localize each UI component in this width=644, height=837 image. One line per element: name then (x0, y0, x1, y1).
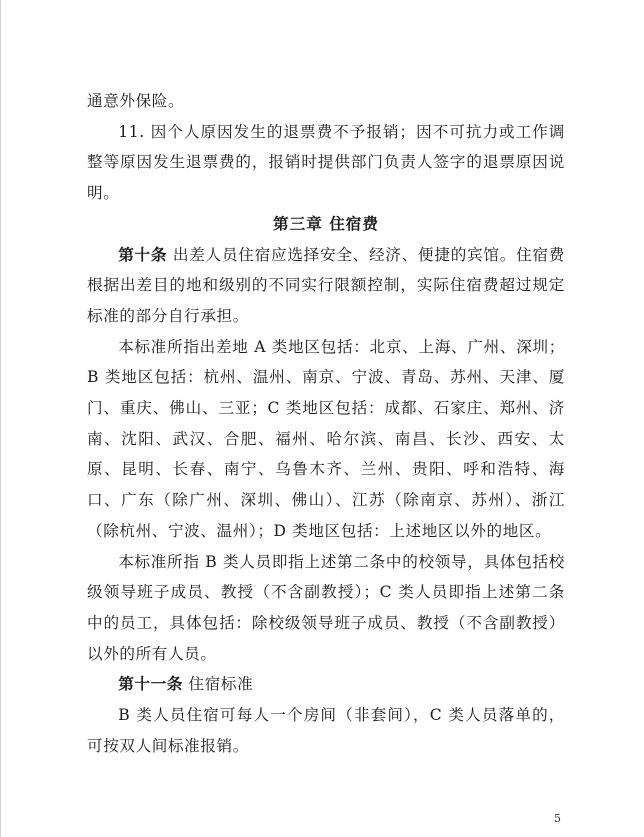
paragraph-regions: 本标准所指出差地 A 类地区包括：北京、上海、广州、深圳；B 类地区包括：杭州、温州、南京、宁波、青岛、苏州、天津、厦门、重庆、佛山、三亚；C 类地区包括：成都、石家庄、郑州、济南、沈阳、武汉、合肥、福州、哈尔滨、南昌、长沙、西安、太原、昆明、长春、南宁、乌鲁木齐、兰州、贵阳、呼和浩特、海口、广东（除广州、深圳、佛山）、江苏（除南京、苏州）、浙江（除杭州、宁波、温州）；D 类地区包括：上述地区以外的地区。 (87, 337, 565, 540)
paragraph-lodging: B 类人员住宿可每人一个房间（非套间），C 类人员落单的，可按双人间标准报销。 (87, 706, 565, 755)
article-10-text: 出差人员住宿应选择安全、经济、便捷的宾馆。住宿费根据出差目的地和级别的不同实行限额控制，实际住宿费超过规定标准的部分自行承担。 (87, 245, 565, 325)
article-11-text: 住宿标准 (182, 675, 254, 694)
article-11-label: 第十一条 (118, 675, 183, 694)
paragraph-insurance-end: 通意外保险。 (87, 92, 185, 110)
chapter-title: 第三章 住宿费 (273, 214, 379, 233)
paragraph-personnel: 本标准所指 B 类人员即指上述第二条中的校领导，具体包括校级领导班子成员、教授（不含副教授）；C 类人员即指上述第二条中的员工，具体包括：除校级领导班子成员、教授（不含副教授）以外的所有人员。 (87, 552, 565, 663)
document-body (87, 86, 565, 761)
article-10-label: 第十条 (118, 245, 168, 264)
page-number: 5 (554, 812, 561, 825)
paragraph-article-11 (87, 669, 565, 700)
paragraph-item-11: 11. 因个人原因发生的退票费不予报销；因不可抗力或工作调整等原因发生退票费的，报销时提供部门负责人签字的退票原因说明。 (87, 122, 565, 203)
paragraph-article-10 (87, 240, 565, 332)
